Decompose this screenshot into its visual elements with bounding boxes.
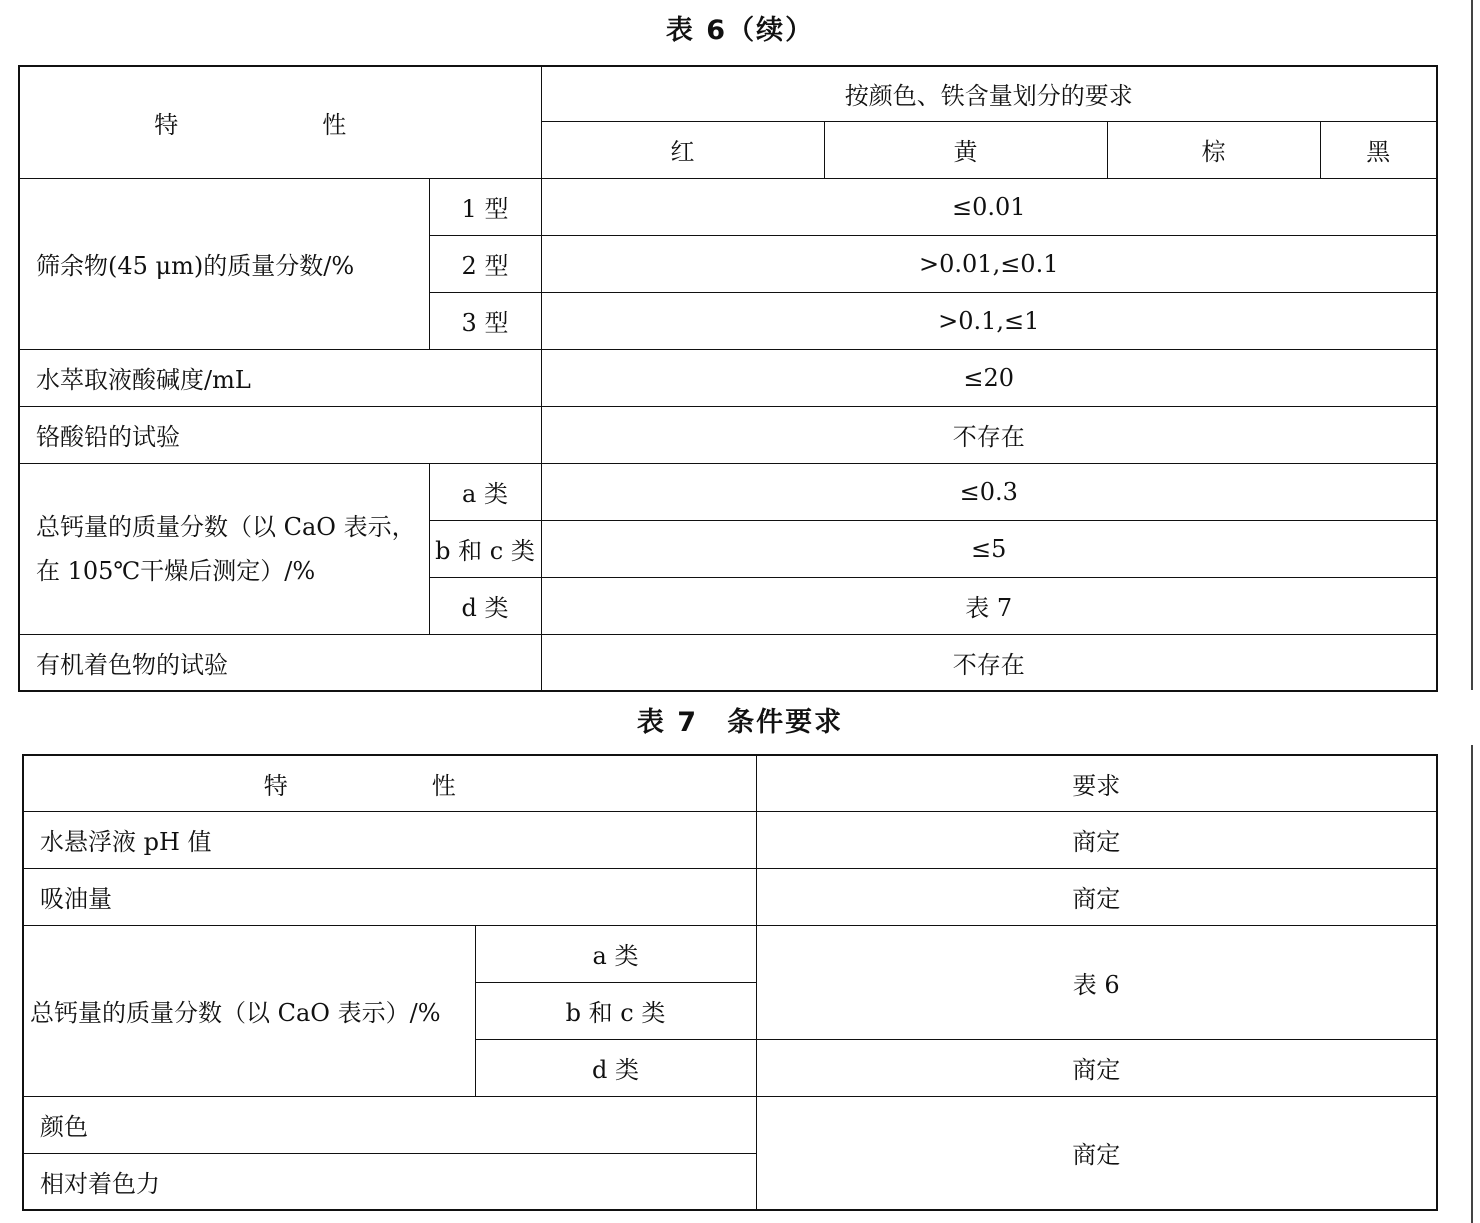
sieve-label: 筛余物(45 μm)的质量分数/% <box>19 178 429 349</box>
lead-chromate-value: 不存在 <box>541 406 1437 463</box>
oil-label: 吸油量 <box>23 868 756 925</box>
t7-calcium-value-d: 商定 <box>756 1039 1437 1096</box>
t7-header-characteristic: 特 性 <box>23 755 756 811</box>
t7-calcium-type-bc: b 和 c 类 <box>475 982 756 1039</box>
table6 <box>18 65 1438 692</box>
header-color-yellow: 黄 <box>824 121 1107 178</box>
color-label: 颜色 <box>23 1096 756 1153</box>
organic-value: 不存在 <box>541 634 1437 691</box>
calcium-type-a: a 类 <box>429 463 541 520</box>
page-edge-line <box>1471 0 1473 690</box>
sieve-value-3: >0.1,≤1 <box>541 292 1437 349</box>
table6-title: 表 6（续） <box>665 15 815 46</box>
acidity-value: ≤20 <box>541 349 1437 406</box>
header-characteristic: 特 性 <box>19 66 541 178</box>
header-color-black: 黑 <box>1320 121 1437 178</box>
calcium-value-d: 表 7 <box>541 577 1437 634</box>
sieve-value-1: ≤0.01 <box>541 178 1437 235</box>
organic-label: 有机着色物的试验 <box>19 634 541 691</box>
calcium-value-a: ≤0.3 <box>541 463 1437 520</box>
header-requirement-group: 按颜色、铁含量划分的要求 <box>541 66 1437 121</box>
header-color-brown: 棕 <box>1107 121 1320 178</box>
sieve-type-2: 2 型 <box>429 235 541 292</box>
tinting-label: 相对着色力 <box>23 1153 756 1210</box>
sieve-type-3: 3 型 <box>429 292 541 349</box>
t7-calcium-value-ab: 表 6 <box>756 925 1437 1039</box>
ph-value: 商定 <box>756 811 1437 868</box>
calcium-value-bc: ≤5 <box>541 520 1437 577</box>
sieve-type-1: 1 型 <box>429 178 541 235</box>
sieve-value-2: >0.01,≤0.1 <box>541 235 1437 292</box>
calcium-type-d: d 类 <box>429 577 541 634</box>
calcium-type-bc: b 和 c 类 <box>429 520 541 577</box>
acidity-label: 水萃取液酸碱度/mL <box>19 349 541 406</box>
t7-header-requirement: 要求 <box>756 755 1437 811</box>
t7-calcium-type-a: a 类 <box>475 925 756 982</box>
table7 <box>22 754 1438 1211</box>
t7-calcium-label: 总钙量的质量分数（以 CaO 表示）/% <box>23 925 475 1096</box>
color-tinting-value: 商定 <box>756 1096 1437 1210</box>
page-edge-line-lower <box>1471 745 1473 1223</box>
oil-value: 商定 <box>756 868 1437 925</box>
header-color-red: 红 <box>541 121 824 178</box>
calcium-label: 总钙量的质量分数（以 CaO 表示，在 105℃干燥后测定）/% <box>19 463 429 634</box>
t7-calcium-type-d: d 类 <box>475 1039 756 1096</box>
table7-title: 表 7 条件要求 <box>636 707 844 738</box>
lead-chromate-label: 铬酸铅的试验 <box>19 406 541 463</box>
ph-label: 水悬浮液 pH 值 <box>23 811 756 868</box>
